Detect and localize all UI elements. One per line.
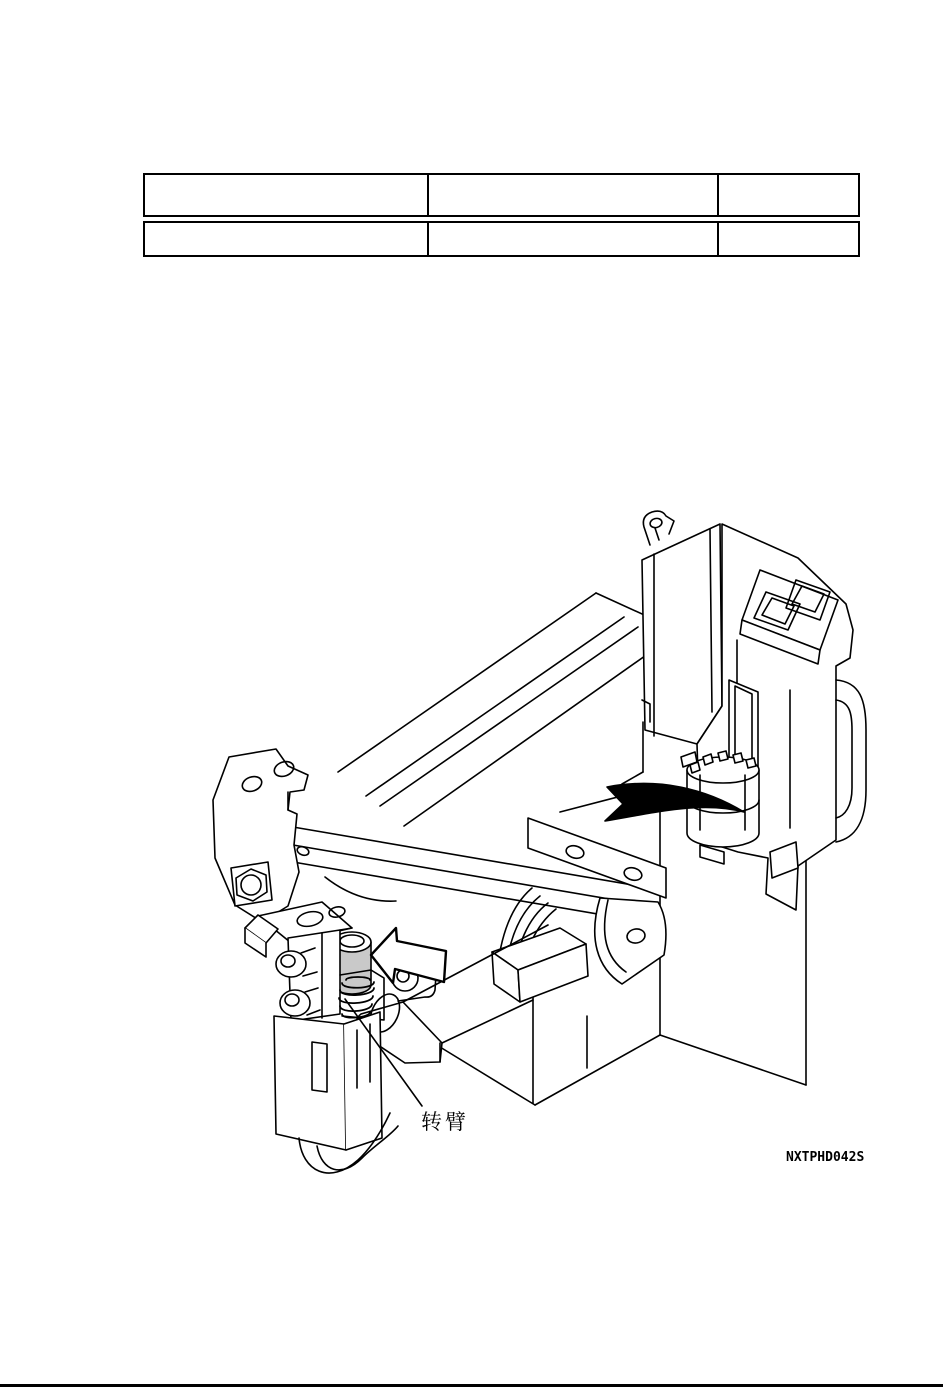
post-drawing: [274, 1012, 382, 1150]
figure-code: NXTPHD042S: [786, 1150, 865, 1165]
mounting-bracket-drawing: [213, 749, 308, 922]
footer-rule: [0, 1384, 943, 1387]
part-callout-label: 转臂: [421, 1110, 469, 1134]
direction-arrow: [371, 928, 446, 1001]
rotating-arm-mechanism-drawing: [245, 902, 384, 1021]
head-unit-drawing: [642, 511, 866, 910]
